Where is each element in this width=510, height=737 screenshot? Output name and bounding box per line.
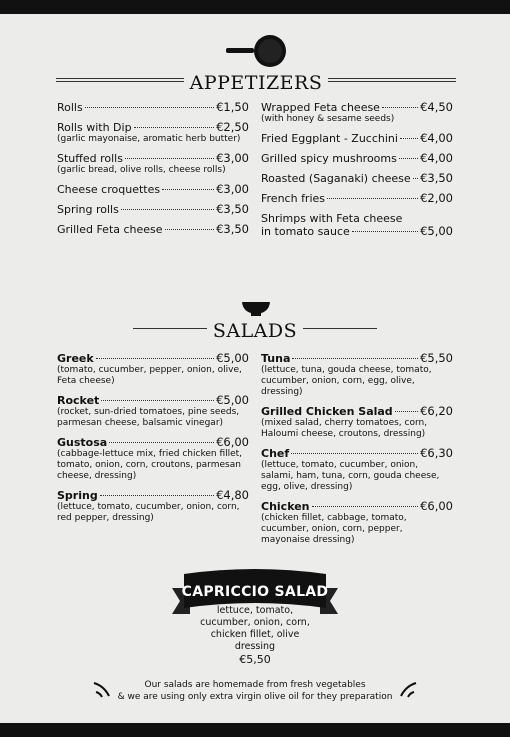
leaf-ornament-icon (398, 680, 418, 700)
frying-pan-icon (226, 34, 288, 70)
menu-page (0, 14, 510, 723)
menu-item: Grilled spicy mushrooms €4,00 (261, 151, 453, 165)
menu-item: Rolls with Dip €2,50 (garlic mayonaise, aromatic herb butter) (57, 120, 249, 144)
menu-item: Wrapped Feta cheese €4,50 (with honey & sesame seeds) (261, 100, 453, 124)
menu-item: Stuffed rolls €3,00 (garlic bread, olive rolls, cheese rolls) (57, 151, 249, 175)
salads-heading (133, 316, 377, 346)
appetizers-left-column (57, 101, 249, 243)
item-description: (mixed salad, cherry tomatoes, corn, Haloumi cheese, croutons, dressing) (261, 418, 428, 439)
menu-item: Greek €5,00 (tomato, cucumber, pepper, onion, olive, Feta cheese) (57, 351, 249, 386)
item-description: (cabbage-lettuce mix, fried chicken fillet, tomato, onion, corn, croutons, parmesan cheese, dressing) (57, 449, 243, 481)
item-description: (lettuce, tomato, cucumber, onion, corn, red pepper, dressing) (57, 502, 240, 523)
item-description: (lettuce, tomato, cucumber, onion, salami, ham, tuna, corn, gouda cheese, egg, olive, dressing) (261, 460, 440, 492)
menu-item: Grilled Chicken Salad €6,20 (mixed salad, cherry tomatoes, corn, Haloumi cheese, croutons, dressing) (261, 404, 453, 439)
menu-item: Rolls €1,50 (57, 100, 249, 114)
footer-note (110, 679, 400, 703)
capriccio-title: CAPRICCIO SALAD (181, 584, 329, 600)
item-description: (with honey & sesame seeds) (261, 114, 395, 124)
footer-line: Our salads are homemade from fresh vegetables (144, 680, 366, 690)
item-name-line: Shrimps with Feta cheese (261, 212, 403, 225)
menu-item: Rocket €5,00 (rocket, sun-dried tomatoes, pine seeds, parmesan cheese, balsamic vinegar) (57, 393, 249, 428)
menu-item: Gustosa €6,00 (cabbage-lettuce mix, fried chicken fillet, tomato, onion, corn, croutons, parmesan cheese, dressing) (57, 435, 249, 481)
menu-item: Chicken €6,00 (chicken fillet, cabbage, tomato, cucumber, onion, corn, pepper, mayonaise dressing) (261, 499, 453, 545)
appetizers-right-column (261, 101, 453, 245)
item-description: (rocket, sun-dried tomatoes, pine seeds, parmesan cheese, balsamic vinegar) (57, 407, 240, 428)
item-description: (garlic mayonaise, aromatic herb butter) (57, 134, 241, 144)
footer-line: & we are using only extra virgin olive oil for they preparation (117, 692, 393, 702)
salads-right-column (261, 352, 453, 553)
capriccio-price: €5,50 (239, 653, 271, 666)
menu-item: Fried Eggplant - Zucchini €4,00 (261, 131, 453, 145)
menu-item: Chef €6,30 (lettuce, tomato, cucumber, onion, salami, ham, tuna, corn, gouda cheese, egg, olive, dressing) (261, 446, 453, 492)
item-description: (chicken fillet, cabbage, tomato, cucumber, onion, corn, pepper, mayonaise dressing) (261, 513, 407, 545)
salads-title: SALADS (212, 320, 298, 342)
leaf-ornament-icon (92, 680, 112, 700)
menu-item: Shrimps with Feta cheese in tomato sauce €5,00 (261, 212, 453, 238)
menu-item: Spring rolls €3,50 (57, 202, 249, 216)
menu-item: Tuna €5,50 (lettuce, tuna, gouda cheese, tomato, cucumber, onion, corn, egg, olive, dressing) (261, 351, 453, 397)
menu-item: Cheese croquettes €3,00 (57, 182, 249, 196)
appetizers-title: APPETIZERS (189, 72, 323, 94)
menu-item: Grilled Feta cheese €3,50 (57, 222, 249, 236)
salads-left-column (57, 352, 249, 531)
capriccio-description: lettuce, tomato, cucumber, onion, corn, chicken fillet, olive dressing (200, 605, 310, 652)
menu-item: Spring €4,80 (lettuce, tomato, cucumber, onion, corn, red pepper, dressing) (57, 488, 249, 523)
item-description: (lettuce, tuna, gouda cheese, tomato, cucumber, onion, corn, egg, olive, dressing) (261, 365, 432, 397)
appetizers-heading (56, 68, 456, 98)
item-description: (tomato, cucumber, pepper, onion, olive, Feta cheese) (57, 365, 242, 386)
menu-item: Roasted (Saganaki) cheese €3,50 (261, 171, 453, 185)
menu-item: French fries €2,00 (261, 191, 453, 205)
bowl-icon (242, 300, 270, 316)
item-description: (garlic bread, olive rolls, cheese rolls) (57, 165, 226, 175)
